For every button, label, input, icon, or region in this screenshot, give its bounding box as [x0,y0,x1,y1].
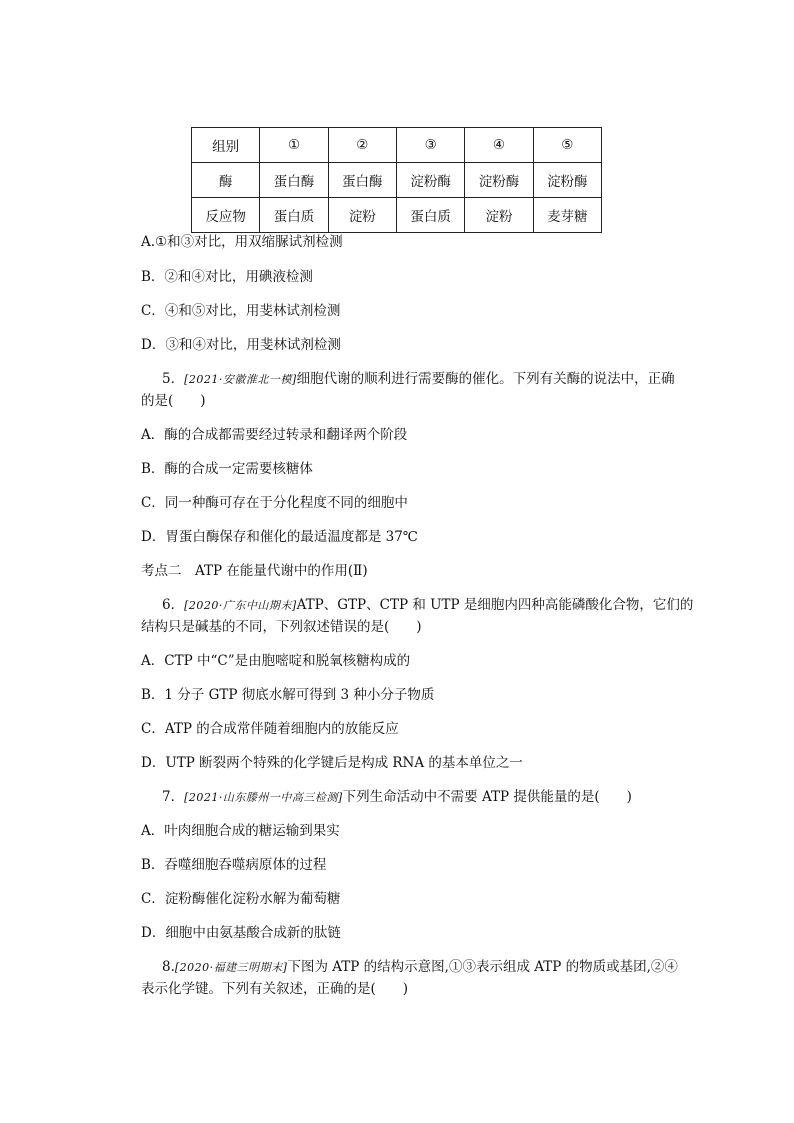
question-source: [2021·安徽淮北一模] [184,373,297,386]
question-number: 6． [162,597,185,613]
q5-option-b: B．酶的合成一定需要核糖体 [141,461,313,477]
q5-stem [162,370,675,389]
table-cell: 组别 [192,128,260,163]
table-cell: 淀粉酶 [396,163,464,198]
q4-option-d: D．③和④对比，用斐林试剂检测 [141,337,341,353]
table-cell: 蛋白质 [396,198,464,233]
question-source: [2021·山东滕州一中高三检测] [184,791,343,804]
q5-option-d: D．胃蛋白酶保存和催化的最适温度都是 37℃ [141,529,418,545]
table-cell: ③ [396,128,464,163]
q7-stem [162,788,632,807]
table-cell: 蛋白酶 [328,163,396,198]
question-source: [2020·广东中山期末] [184,599,297,612]
q5-option-a: A．酶的合成都需要经过转录和翻译两个阶段 [141,427,408,443]
table-row [192,198,602,233]
q6-option-d: D．UTP 断裂两个特殊的化学键后是构成 RNA 的基本单位之一 [141,755,523,771]
q7-option-c: C．淀粉酶催化淀粉水解为葡萄糖 [141,891,341,907]
table-cell: ⑤ [533,128,601,163]
question-text: ATP、GTP、CTP 和 UTP 是细胞内四种高能磷酸化合物，它们的 [296,597,694,613]
q7-option-d: D．细胞中由氨基酸合成新的肽链 [141,925,341,941]
table-row [192,163,602,198]
question-text: 下列生命活动中不需要 ATP 提供能量的是( ) [342,789,632,805]
q8-stem-cont: 表示化学键。下列有关叙述，正确的是( ) [141,981,409,997]
table-cell: 反应物 [192,198,260,233]
question-text: 细胞代谢的顺利进行需要酶的催化。下列有关酶的说法中，正确 [296,371,675,387]
q7-option-a: A．叶肉细胞合成的糖运输到果实 [141,823,340,839]
experiment-table [191,127,602,233]
table-cell: 蛋白质 [260,198,328,233]
q6-option-c: C．ATP 的合成常伴随着细胞内的放能反应 [141,721,399,737]
q7-option-b: B．吞噬细胞吞噬病原体的过程 [141,857,327,873]
question-number: 8. [162,959,175,975]
table-cell: 淀粉 [328,198,396,233]
table-cell: 麦芽糖 [533,198,601,233]
q4-option-c: C．④和⑤对比，用斐林试剂检测 [141,303,341,319]
section-heading: 考点二 ATP 在能量代谢中的作用(Ⅱ) [141,563,368,579]
q6-option-a: A．CTP 中“C”是由胞嘧啶和脱氧核糖构成的 [141,653,411,669]
question-source: [2020·福建三明期末] [174,961,288,974]
q6-option-b: B．1 分子 GTP 彻底水解可得到 3 种小分子物质 [141,687,435,703]
question-text: 下图为 ATP 的结构示意图,①③表示组成 ATP 的物质或基团,②④ [287,959,678,975]
q5-option-c: C．同一种酶可存在于分化程度不同的细胞中 [141,495,408,511]
q5-stem-cont: 的是( ) [141,393,206,409]
question-number: 7． [162,789,185,805]
table-cell: 蛋白酶 [260,163,328,198]
q8-stem [162,958,678,977]
table-cell: 酶 [192,163,260,198]
table-row [192,128,602,163]
q4-option-a: A.①和③对比，用双缩脲试剂检测 [141,234,343,250]
q6-stem-cont: 结构只是碱基的不同，下列叙述错误的是( ) [141,619,422,635]
q4-option-b: B．②和④对比，用碘液检测 [141,269,313,285]
table-cell: ② [328,128,396,163]
table-cell: ④ [465,128,533,163]
q6-stem [162,596,693,615]
table-cell: 淀粉酶 [465,163,533,198]
table-cell: 淀粉 [465,198,533,233]
table-cell: 淀粉酶 [533,163,601,198]
table-cell: ① [260,128,328,163]
question-number: 5． [162,371,185,387]
